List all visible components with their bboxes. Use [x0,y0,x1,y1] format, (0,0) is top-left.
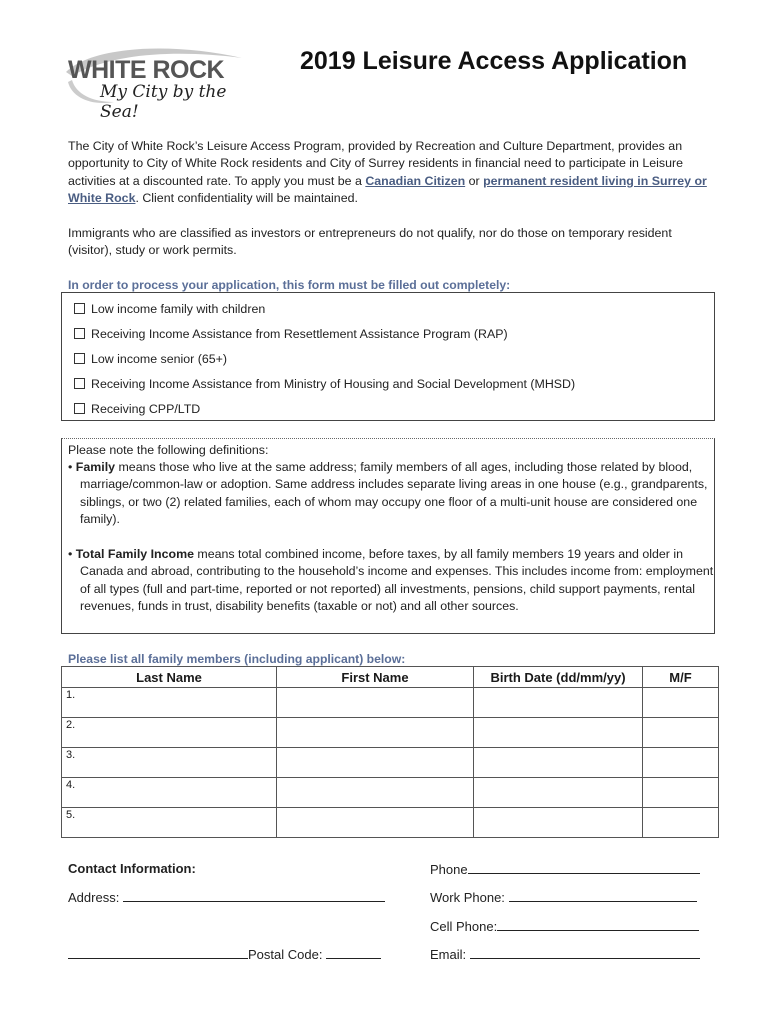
address-label: Address: [68,890,120,905]
last-name-cell[interactable]: 2. [62,718,277,748]
option-label: Low income family with children [91,302,266,316]
work-phone-line[interactable] [509,889,697,902]
work-phone-label: Work Phone: [430,890,505,905]
immigrants-note: Immigrants who are classified as investors or entrepreneurs do not qualify, nor do those on temporary resident (visitor), study or work permits. [68,226,672,258]
address-line[interactable] [123,889,385,902]
family-text: means those who live at the same address; family members of all ages, including those related by blood, marriage/common-law or adoption. Same address includes separate living areas in one house (e.g., grandparents, siblings, or two (2) related families, each of whom may occupy one floor of a multi-unit house are considered one family). [80,460,708,527]
eligibility-box [61,292,715,421]
family-definition: • Family means those who live at the same address; family members of all ages, including those related by blood, marriage/common-law or adoption. Same address includes separate living areas in one house (e.g., grandparents, siblings, or two (2) related families, each of whom may occupy one floor of a multi-unit house are considered one family). [68,460,708,527]
eligibility-option-cpp-ltd[interactable] [74,402,200,416]
intro-text-3: . Client confidentiality will be maintained. [135,191,358,206]
intro-text-1: The City of White Rock’s Leisure Access Program, provided by Recreation and Culture Department, provides an opportunity to City of White Rock residents and City of Surrey residents in financial need to participate in Leisure activities at a discounted rate. To apply you must be a [68,139,684,188]
birth-date-cell[interactable] [474,688,643,718]
intro-paragraph [68,138,718,208]
option-label: Receiving Income Assistance from Resettlement Assistance Program (RAP) [91,327,508,341]
gender-cell[interactable] [643,748,719,778]
first-name-cell[interactable] [277,718,474,748]
table-row [62,718,719,748]
table-row [62,748,719,778]
option-label: Low income senior (65+) [91,352,228,366]
logo-brand-text: WHITE ROCK [68,56,225,84]
eligibility-option-low-income-senior[interactable] [74,352,227,366]
first-name-cell[interactable] [277,748,474,778]
permanent-resident-link[interactable]: permanent resident living in Surrey or White Rock [68,173,707,206]
page-title: 2019 Leisure Access Application [300,47,688,75]
gender-cell[interactable] [643,688,719,718]
logo-tagline: My City by the Sea! [100,82,227,122]
birth-date-cell[interactable] [474,808,643,838]
postal-code-line[interactable] [326,946,381,959]
definitions-box [61,438,715,634]
eligibility-heading: In order to process your application, this form must be filled out completely: [68,278,511,292]
gender-cell[interactable] [643,808,719,838]
canadian-citizen-link[interactable]: Canadian Citizen [365,173,466,188]
column-header-first-name: First Name [277,667,474,688]
white-rock-logo [62,42,262,122]
postal-code-label: Postal Code: [248,947,323,962]
last-name-cell[interactable]: 3. [62,748,277,778]
table-row [62,778,719,808]
birth-date-cell[interactable] [474,748,643,778]
option-label: Receiving Income Assistance from Ministry of Housing and Social Development (MHSD) [91,377,576,391]
eligibility-option-rap[interactable] [74,327,508,341]
email-label: Email: [430,947,467,962]
email-line[interactable] [470,946,700,959]
family-table-heading: Please list all family members (including applicant) below: [68,652,406,666]
family-members-table [61,666,719,838]
work-phone-field[interactable] [430,889,697,905]
birth-date-cell[interactable] [474,718,643,748]
birth-date-cell[interactable] [474,778,643,808]
checkbox[interactable] [74,328,85,339]
income-definition: • Total Family Income means total combined income, before taxes, by all family members 19 years and older in Canada and abroad, contributing to the household’s income and expenses. This includes income from: employment of all types (full and part-time, reported or not reported) all investments, pensions, child support payments, rental revenues, funds in trust, disability benefits (taxable or not) and all other sources. [68,547,714,614]
gender-cell[interactable] [643,778,719,808]
checkbox[interactable] [74,378,85,389]
phone-line[interactable] [468,861,700,874]
last-name-cell[interactable]: 1. [62,688,277,718]
income-text: means total combined income, before taxes, by all family members 19 years and older in Canada and abroad, contributing to the household’s income and expenses. This includes income from: employment of all types (full and part-time, reported or not reported) all investments, pensions, child support payments, rental revenues, funds in trust, disability benefits (taxable or not) and all other sources. [80,547,714,614]
table-row [62,808,719,838]
phone-label: Phone [430,862,468,877]
address-field[interactable] [68,889,385,905]
eligibility-option-mhsd[interactable] [74,377,575,391]
first-name-cell[interactable] [277,778,474,808]
definitions-intro: Please note the following definitions: [68,443,269,457]
intro-text-2: or [465,173,484,188]
postal-code-field[interactable] [68,946,381,962]
last-name-cell[interactable]: 4. [62,778,277,808]
income-term: Total Family Income [75,547,194,561]
checkbox[interactable] [74,403,85,414]
first-name-cell[interactable] [277,808,474,838]
column-header-gender: M/F [643,667,719,688]
checkbox[interactable] [74,353,85,364]
checkbox[interactable] [74,303,85,314]
city-line[interactable] [68,946,248,959]
phone-field[interactable] [430,861,700,877]
option-label: Receiving CPP/LTD [91,402,201,416]
eligibility-option-low-income-family[interactable] [74,302,265,316]
table-row [62,688,719,718]
gender-cell[interactable] [643,718,719,748]
cell-phone-line[interactable] [497,918,699,931]
last-name-cell[interactable]: 5. [62,808,277,838]
column-header-birth-date: Birth Date (dd/mm/yy) [474,667,643,688]
first-name-cell[interactable] [277,688,474,718]
contact-heading: Contact Information: [68,861,196,876]
family-term: Family [75,460,116,474]
email-field[interactable] [430,946,700,962]
column-header-last-name: Last Name [62,667,277,688]
cell-phone-label: Cell Phone: [430,919,498,934]
cell-phone-field[interactable] [430,918,699,934]
